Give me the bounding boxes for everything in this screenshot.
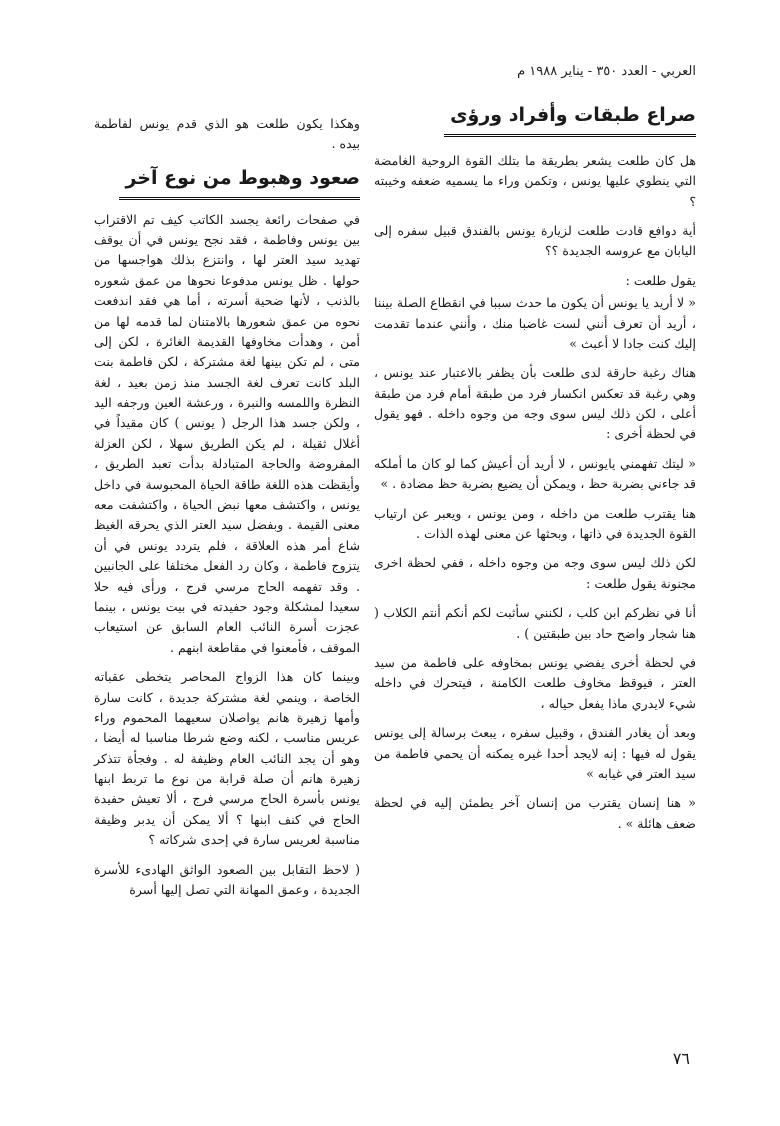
paragraph: أنا في نظركم ابن كلب ، لكنني سأثبت لكم أنكم أنتم الكلاب ( هنا شجار واضح حاد بين طبقتين ) .: [374, 605, 696, 641]
page-number: ٧٦: [672, 1049, 690, 1068]
running-header: العربي - العدد ٣٥٠ - يناير ١٩٨٨ م: [517, 64, 696, 79]
section-title-class-struggle: صراع طبقات وأفراد ورؤى: [444, 100, 696, 137]
paragraph: في صفحات رائعة يجسد الكاتب كيف تم الاقتراب بين يونس وفاطمة ، فقد نجح يونس في أن يوقف تهديد سيد العتر لها ، وانتزع بذلك هواجسها من حولها . ظل يونس مدفوعا نحوها من عمق شعوره بالذنب ، لأنها ضحية أسرته ، أما هي فقد اندفعت نحوه من عمق شعورها بالامتنان لما قدمه لها من أمن ، وهدأت مخاوفها القديمة الغائرة ، لكن إلى متى ، لم تكن بينها لغة مشتركة ، لكن فاطمة بنت البلد كانت تعرف لغة الجسد منذ زمن بعيد ، لغة النظرة واللمسه والنبرة ، ورعشة العين ورجفه اليد ، ولكن جسد هذا الرجل ( يونس ) كان مقيداً في أغلال ثقيلة ، لم يكن الطريق سهلا ، لكن العزلة المفروضة والحاجة المتبادلة بدأت تعبد الطريق ، وأيقظت هذه اللغة طاقة الحياة المحبوسة في داخل يونس ، واكتشف معها نبض الحياة ، واكتشفت معه معنى القيمة . وبفضل سيد العتر الذي يحرقه الغيظ شاع أمر هذه العلاقة ، فلم يتردد يونس في أن يتزوج فاطمة ، وكان رد الفعل مختلفا على الجانبين . وقد تفهمه الحاج مرسي فرج ، ورأى فيه حلا سعيدا لمشكلة وجود حفيدته في بيت يونس ، بينما عجزت أسرة النائب العام السابق عن استيعاب الموقف ، فأمعنوا في مقاطعة ابنهم .: [94, 211, 360, 655]
paragraph: ( لاحظ التقابل بين الصعود الواثق الهادىء للأسرة الجديدة ، وعمق المهانة التي تصل إليها أسرة: [94, 861, 360, 898]
paragraph: هنا يقترب طلعت من داخله ، ومن يونس ، ويعبر عن ارتياب القوة الجديدة في ذاتها ، وبحثها عن معنى لهذه الذات .: [374, 505, 696, 542]
left-column: [94, 114, 360, 909]
paragraph: هناك رغبة حارقة لدى طلعت بأن يظفر بالاعتبار عند يونس ، وهي رغبة قد تعكس انكسار فرد من طبقة أمام فرد من طبقة أعلى ، لكن ذلك ليس سوى وجه من وجوه داخله . فهو يقول في لحظة أخرى :: [374, 365, 696, 442]
paragraph: لكن ذلك ليس سوى وجه من وجوه داخله ، ففي لحظة اخرى مجنونة يقول طلعت :: [374, 555, 696, 591]
paragraph: في لحظة أخرى يفضي يونس بمخاوفه على فاطمة من سيد العتر ، فيوقظ مخاوف طلعت الكامنة ، فيتحرك في داخله شيء لايدري ماذا يفعل حياله ،: [374, 654, 696, 711]
quote-paragraph: « هنا إنسان يقترب من إنسان آخر يطمئن إليه في لحظة ضعف هائلة » .: [374, 795, 696, 831]
quote-paragraph: « لا أريد يا يونس أن يكون ما حدث سببا في انقطاع الصلة بيننا ، أريد أن تعرف أنني لست غاضبا منك ، وأنني عندما تقدمت إليك كنت جادا لا أعبث »: [374, 295, 696, 351]
section-title-rise-and-fall: صعود وهبوط من نوع آخر: [119, 163, 360, 200]
paragraph: وبعد أن يغادر الفندق ، وقبيل سفره ، يبعث برسالة إلى يونس يقول له فيها : إنه لايجد أحدا غيره يمكنه أن يحمي فاطمة من سيد العتر في غيابه »: [374, 725, 696, 781]
right-column: [374, 100, 696, 843]
paragraph: وبينما كان هذا الزواج المحاصر يتخطى عقباته الخاصة ، وينمي لغة مشتركة جديدة ، كانت سارة وأمها زهيرة هانم يواصلان سعيهما المحموم وراء عريس مناسب ، لكنه وضع شرطا مناسبا له أيضا ، وهو أن يجد النائب العام وظيفة له . وفجأة تتذكر زهيرة هانم أن صلة قرابة من نوع ما تربط ابنها يونس بأسرة الحاج مرسي فرج ، ألا تعيش حفيدة الحاج في كنف ابنها ؟ ألا يمكن أن يدبر وظيفة مناسبة لعريس سارة في إحدى شركاته ؟: [94, 669, 360, 848]
paragraph: أية دوافع قادت طلعت لزيارة يونس بالفندق قبيل سفره إلى اليابان مع عروسه الجديدة ؟؟: [374, 222, 696, 259]
paragraph: يقول طلعت :: [625, 272, 696, 288]
intro-paragraph: وهكذا يكون طلعت هو الذي قدم يونس لفاطمة بيده .: [94, 116, 360, 152]
quote-paragraph: « ليتك تفهمني يايونس ، لا أريد أن أعيش كما لو كان ما أملكه قد جاءني بضربة حظ ، ويمكن أن يضيع بضربة حظ مضادة . »: [374, 455, 696, 492]
paragraph: هل كان طلعت يشعر بطريقة ما بتلك القوة الروحية الغامضة التي ينطوي عليها يونس ، وتكمن وراء ما يسميه ضعفه وخيبته ؟: [374, 152, 696, 209]
